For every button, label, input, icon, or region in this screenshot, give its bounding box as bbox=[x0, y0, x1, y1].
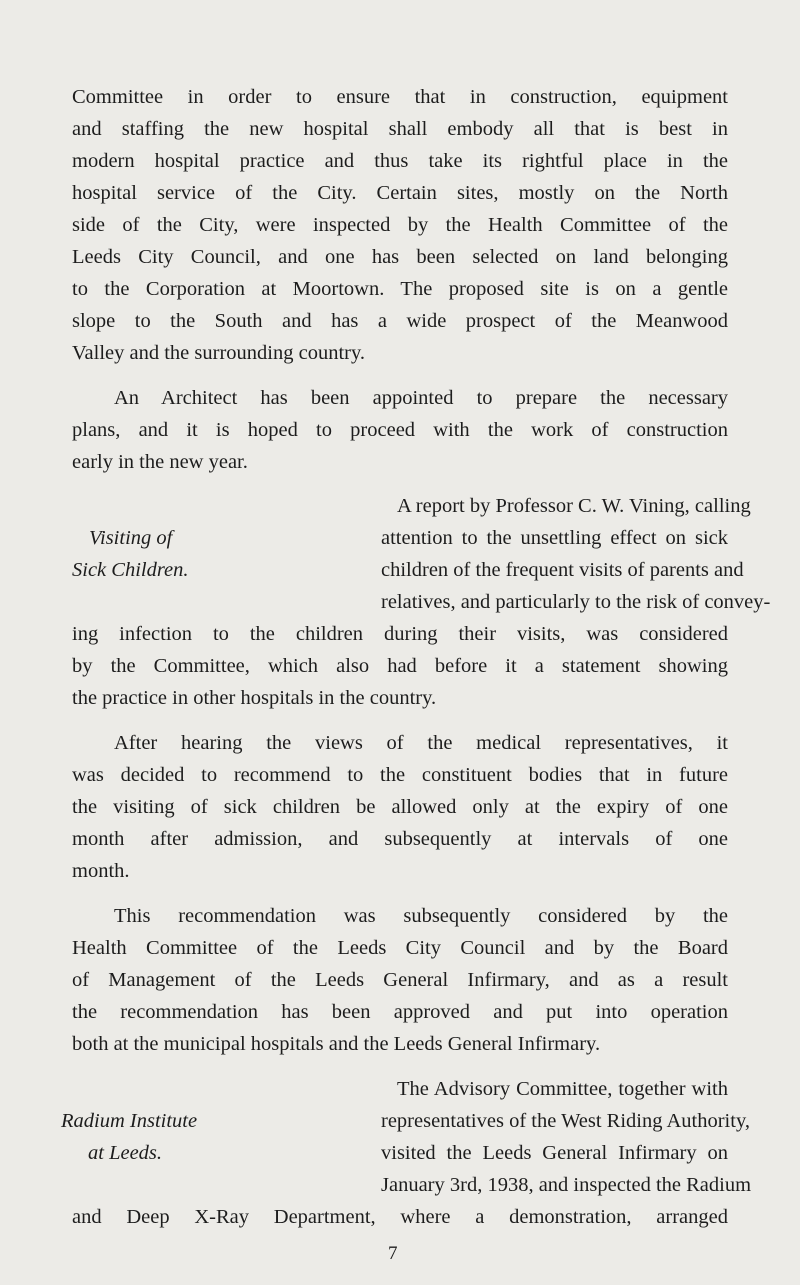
text-line: representatives of the West Riding Authority, bbox=[381, 1110, 750, 1132]
text-line: was decided to recommend to the constituent bodies that in future bbox=[72, 764, 728, 786]
text-line: A report by Professor C. W. Vining, calling bbox=[397, 495, 751, 517]
text-line: hospital service of the City. Certain sites, mostly on the North bbox=[72, 182, 728, 204]
text-line: An Architect has been appointed to prepare the necessary bbox=[114, 387, 728, 409]
side-heading: at Leeds. bbox=[88, 1142, 163, 1164]
text-line: month after admission, and subsequently at intervals of one bbox=[72, 828, 728, 850]
text-line: to the Corporation at Moortown. The proposed site is on a gentle bbox=[72, 278, 728, 300]
text-line: the visiting of sick children be allowed only at the expiry of one bbox=[72, 796, 728, 818]
text-line: both at the municipal hospitals and the Leeds General Infirmary. bbox=[72, 1033, 601, 1055]
text-line: January 3rd, 1938, and inspected the Radium bbox=[381, 1174, 752, 1196]
text-line: and Deep X-Ray Department, where a demonstration, arranged bbox=[72, 1206, 728, 1228]
text-line: and staffing the new hospital shall embody all that is best in bbox=[72, 118, 728, 140]
text-line: early in the new year. bbox=[72, 451, 248, 473]
text-line: of Management of the Leeds General Infirmary, and as a result bbox=[72, 969, 728, 991]
text-line: side of the City, were inspected by the Health Committee of the bbox=[72, 214, 728, 236]
text-line: After hearing the views of the medical representatives, it bbox=[114, 732, 728, 754]
text-line: plans, and it is hoped to proceed with the work of construction bbox=[72, 419, 728, 441]
text-line: Committee in order to ensure that in construction, equipment bbox=[72, 86, 728, 108]
text-line: The Advisory Committee, together with bbox=[397, 1078, 728, 1100]
text-line: slope to the South and has a wide prospect of the Meanwood bbox=[72, 310, 728, 332]
text-line: Health Committee of the Leeds City Council and by the Board bbox=[72, 937, 728, 959]
text-line: the recommendation has been approved and put into operation bbox=[72, 1001, 728, 1023]
text-line: attention to the unsettling effect on sick bbox=[381, 527, 728, 549]
text-line: children of the frequent visits of parents and bbox=[381, 559, 744, 581]
side-heading: Radium Institute bbox=[61, 1110, 198, 1132]
text-line: This recommendation was subsequently considered by the bbox=[114, 905, 728, 927]
text-line: relatives, and particularly to the risk of convey- bbox=[381, 591, 771, 613]
page-number: 7 bbox=[388, 1243, 398, 1264]
text-line: month. bbox=[72, 860, 130, 882]
text-line: modern hospital practice and thus take its rightful place in the bbox=[72, 150, 728, 172]
side-heading: Visiting of bbox=[89, 527, 173, 549]
text-line: the practice in other hospitals in the country. bbox=[72, 687, 437, 709]
text-line: Valley and the surrounding country. bbox=[72, 342, 366, 364]
text-line: ing infection to the children during their visits, was considered bbox=[72, 623, 728, 645]
text-line: visited the Leeds General Infirmary on bbox=[381, 1142, 728, 1164]
side-heading: Sick Children. bbox=[72, 559, 189, 581]
text-line: Leeds City Council, and one has been selected on land belonging bbox=[72, 246, 728, 268]
text-line: by the Committee, which also had before it a statement showing bbox=[72, 655, 728, 677]
